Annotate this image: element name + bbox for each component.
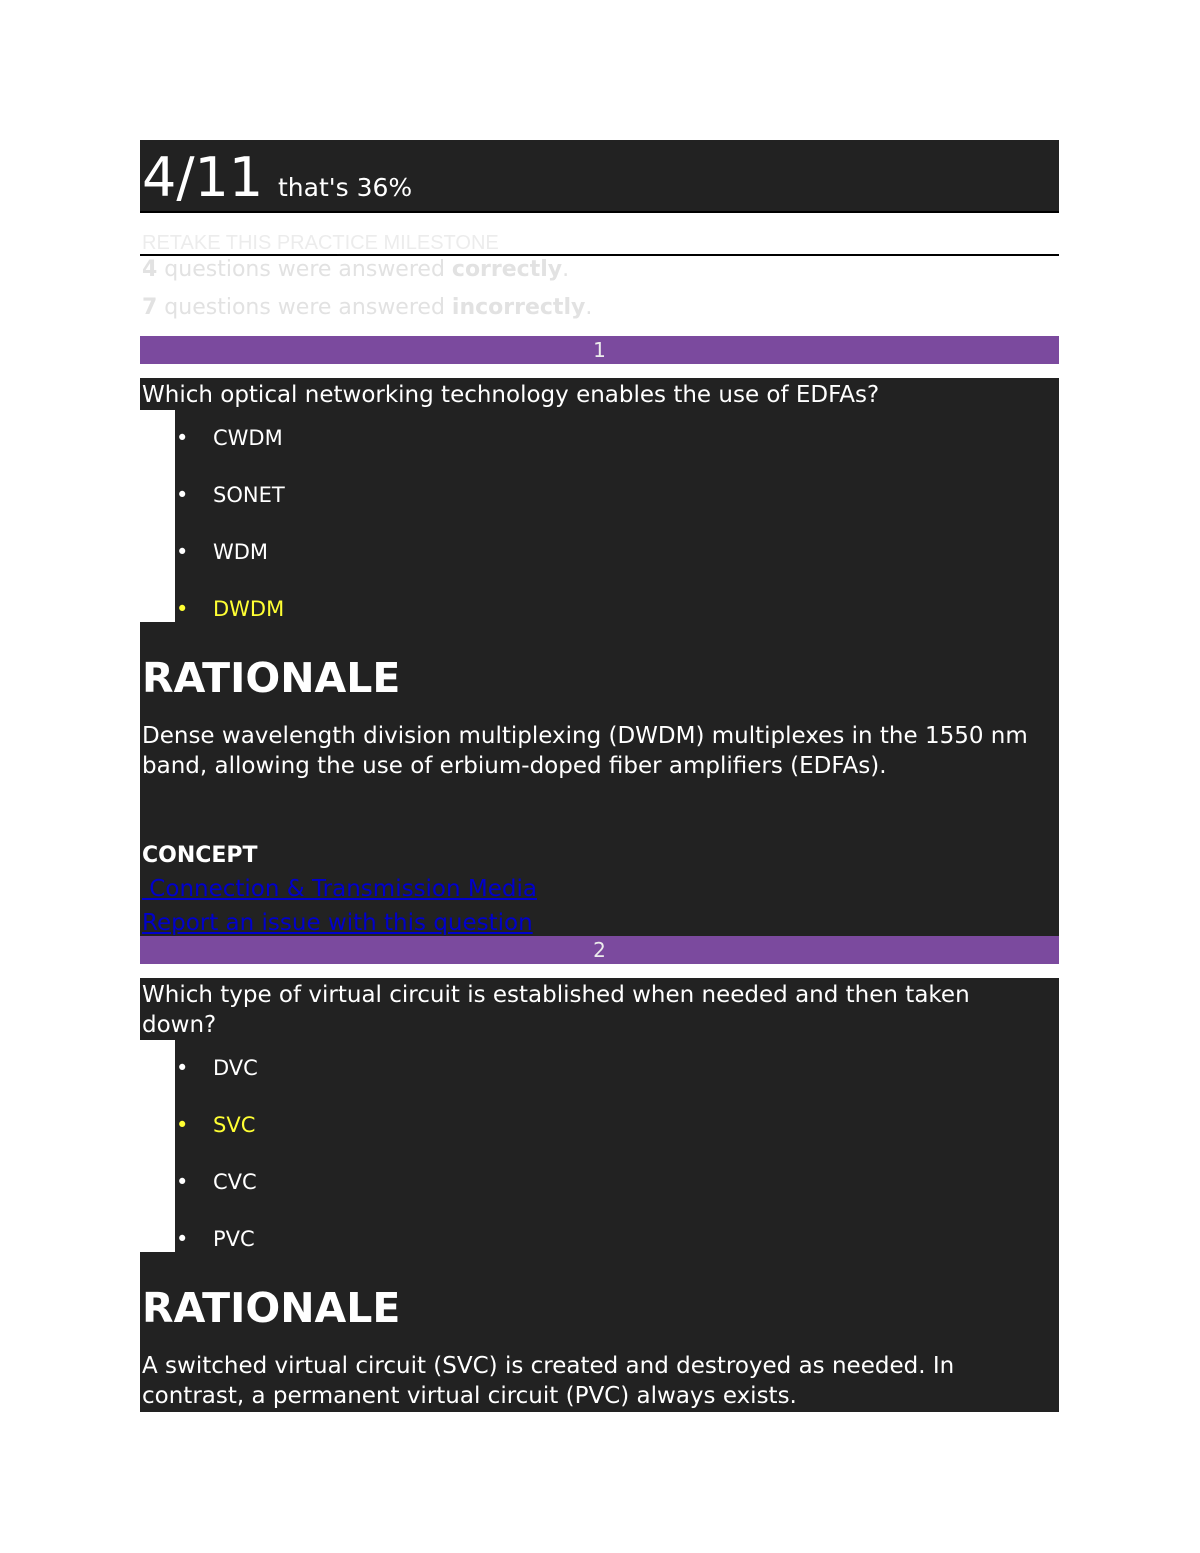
options-margin xyxy=(140,410,175,622)
bullet-icon: • xyxy=(176,426,189,450)
retake-milestone-link[interactable]: RETAKE THIS PRACTICE MILESTONE xyxy=(142,232,499,254)
incorrect-summary: 7 questions were answered incorrectly. xyxy=(142,295,593,320)
concept-heading: CONCEPT xyxy=(142,843,258,868)
answer-option[interactable]: • WDM xyxy=(176,540,269,564)
question-text: Which type of virtual circuit is established when needed and then taken down? xyxy=(142,982,970,1038)
question-number-bar: 1 xyxy=(140,336,1059,364)
answer-option[interactable]: • CWDM xyxy=(176,426,283,450)
correct-summary: 4 questions were answered correctly. xyxy=(142,257,570,282)
answer-option[interactable]: • CVC xyxy=(176,1170,257,1194)
correct-word: correctly xyxy=(451,257,563,282)
answer-option[interactable]: • SONET xyxy=(176,483,285,507)
bullet-icon: • xyxy=(176,1056,189,1080)
question-text: Which optical networking technology enables the use of EDFAs? xyxy=(142,382,880,408)
bullet-icon: • xyxy=(176,1227,189,1251)
answer-option[interactable]: • PVC xyxy=(176,1227,255,1251)
score-header xyxy=(140,140,1059,213)
bullet-icon: • xyxy=(176,1113,189,1137)
concept-link[interactable]: Connection & Transmission Media xyxy=(142,876,537,902)
incorrect-word: incorrectly xyxy=(451,295,586,320)
answer-option-correct[interactable]: • DWDM xyxy=(176,597,285,621)
rationale-heading: RATIONALE xyxy=(142,654,401,702)
bullet-icon: • xyxy=(176,540,189,564)
options-margin xyxy=(140,1040,175,1252)
answer-option-correct[interactable]: • SVC xyxy=(176,1113,256,1137)
correct-count: 4 xyxy=(142,257,158,282)
score-percent: that's 36% xyxy=(278,173,413,202)
bullet-icon: • xyxy=(176,483,189,507)
rationale-text: Dense wavelength division multiplexing (DWDM) multiplexes in the 1550 nm band, allowing the use of erbium-doped fiber amplifiers (EDFAs). xyxy=(142,723,1028,779)
incorrect-count: 7 xyxy=(142,295,158,320)
question-card xyxy=(140,978,1059,1412)
bullet-icon: • xyxy=(176,597,189,621)
question-number-bar: 2 xyxy=(140,936,1059,964)
question-card xyxy=(140,378,1059,936)
rationale-heading: RATIONALE xyxy=(142,1284,401,1332)
score-fraction: 4/11 xyxy=(142,146,264,209)
bullet-icon: • xyxy=(176,1170,189,1194)
report-issue-link[interactable]: Report an issue with this question xyxy=(142,910,533,936)
answer-option[interactable]: • DVC xyxy=(176,1056,258,1080)
rationale-text: A switched virtual circuit (SVC) is created and destroyed as needed. In contrast, a permanent virtual circuit (PVC) always exists. xyxy=(142,1353,955,1409)
